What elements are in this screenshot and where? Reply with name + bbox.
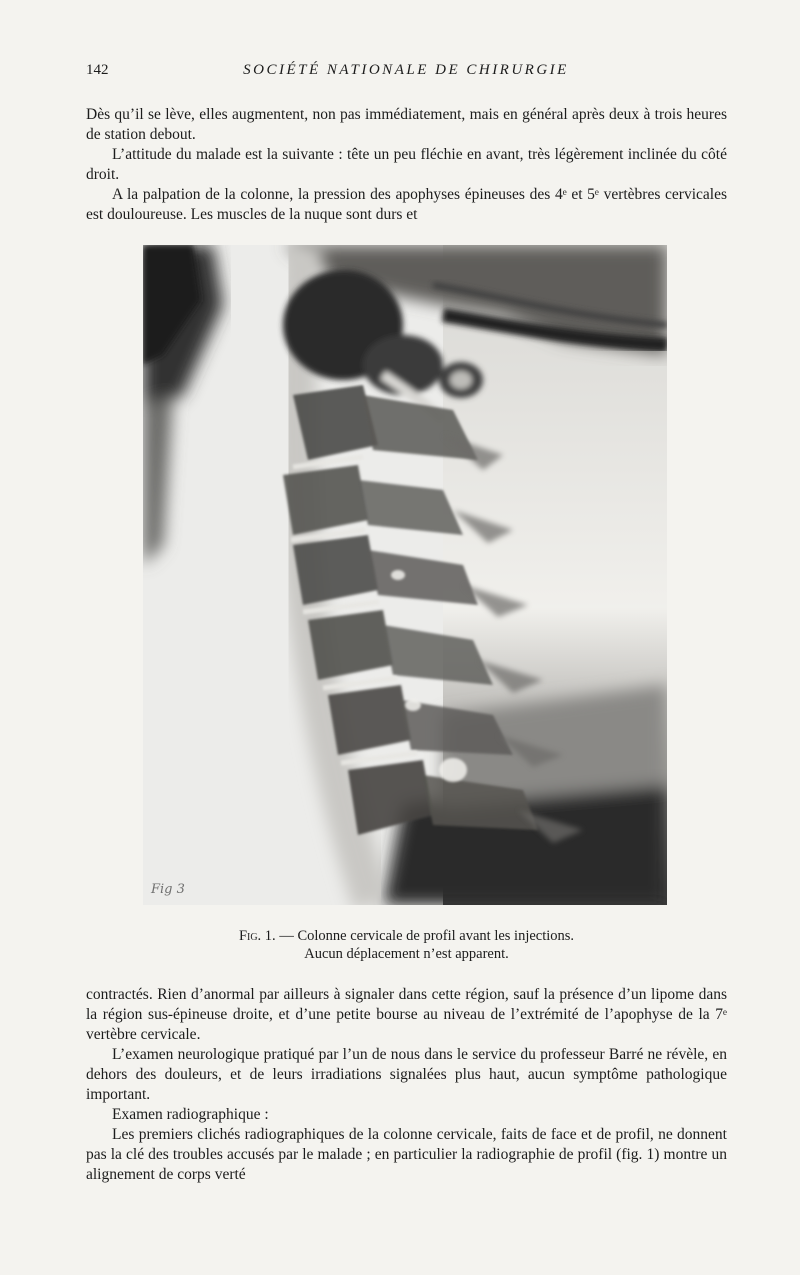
handwritten-figure-mark: Fig 3 [151,882,185,897]
paragraph: L’examen neurologique pratiqué par l’un de nous dans le service du professeur Barré ne révèle, en dehors des douleurs, et de leurs irradiations signalées plus haut, aucun symptôme pathologique important. [86,1046,727,1103]
paragraph: Examen radiographique : [112,1106,269,1123]
figure-label: Fig. 1. [238,928,276,944]
top-text-block [86,105,727,225]
caption-line-1 [86,927,727,945]
bottom-text-block [86,985,727,1185]
radiograph-image [143,245,667,905]
running-title: SOCIÉTÉ NATIONALE DE CHIRURGIE [243,62,569,78]
paragraph: Les premiers clichés radiographiques de la colonne cervicale, faits de face et de profil, ne donnent pas la clé des troubles accusés par le malade ; en particulier la radiographie de profil (fig. 1) montre un alignement de corps verté [86,1126,727,1183]
page-header [86,62,726,84]
paragraph: L’attitude du malade est la suivante : tête un peu fléchie en avant, très légèrement inclinée du côté droit. [86,146,727,183]
caption-text: — Colonne cervicale de profil avant les injections. [275,928,575,944]
figure-caption [86,927,727,963]
caption-line-2: Aucun déplacement n’est apparent. [304,946,509,962]
cervical-spine-radiograph [143,245,667,905]
paragraph: A la palpation de la colonne, la pression des apophyses épineuses des 4ᵉ et 5ᵉ vertèbres cervicales est douloureuse. Les muscles de la nuque sont durs et [86,186,727,223]
page-number: 142 [86,62,109,78]
paragraph: Dès qu’il se lève, elles augmentent, non pas immédiatement, mais en général après deux à trois heures de station debout. [86,106,727,143]
paragraph: contractés. Rien d’anormal par ailleurs à signaler dans cette région, sauf la présence d’un lipome dans la région sus-épineuse droite, et d’une petite bourse au niveau de l’extrémité de l’apophyse de la 7ᵉ vertèbre cervicale. [86,986,727,1043]
